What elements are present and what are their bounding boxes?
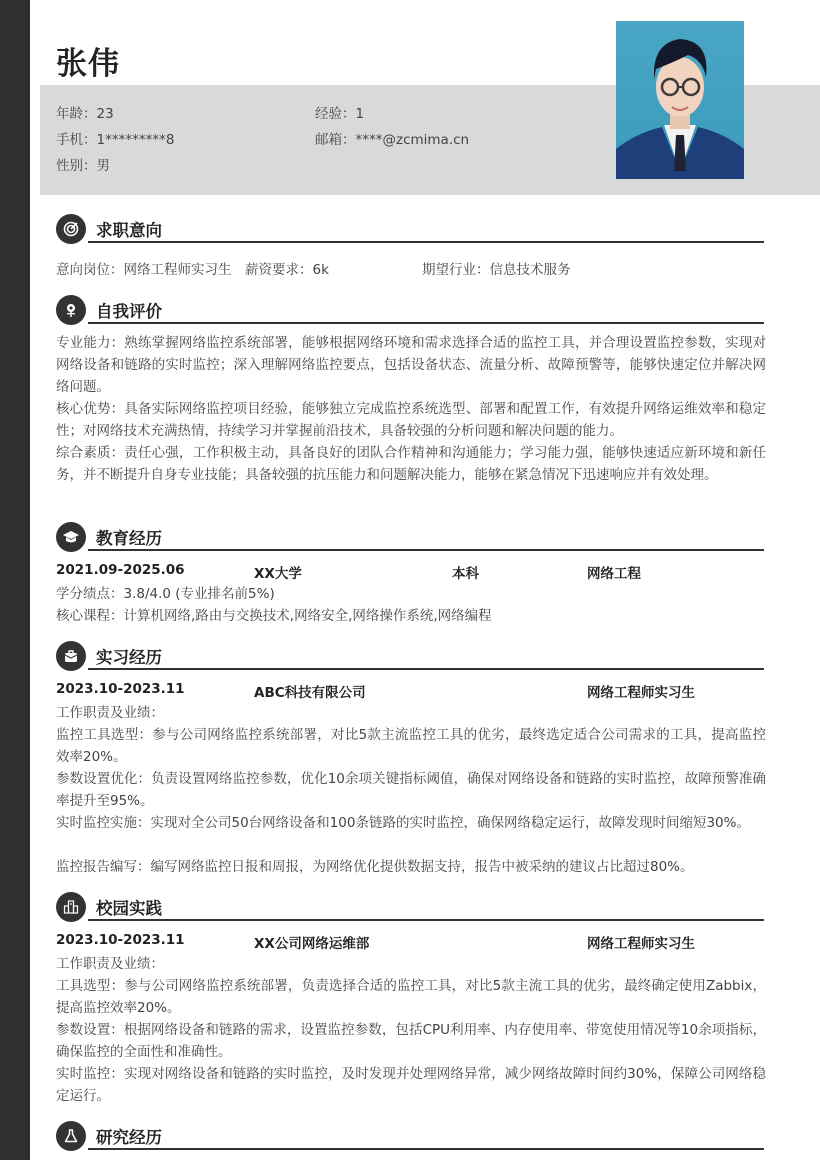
section-divider xyxy=(88,322,764,324)
internship-item: 实时监控实施：实现对全公司50台网络设备和100条链路的实时监控，确保网络稳定运行，故障发现时间缩短30%。 xyxy=(56,815,750,831)
internship-row xyxy=(56,679,764,701)
internship-role: 网络工程师实习生 xyxy=(587,685,695,701)
campus-label: 工作职责及业绩： xyxy=(56,956,164,972)
section-divider xyxy=(88,549,764,551)
briefcase-icon xyxy=(56,641,86,671)
section-title: 校园实践 xyxy=(96,899,162,918)
internship-item: 监控工具选型：参与公司网络监控系统部署，对比5款主流监控工具的优劣，最终选定适合公司需求的工具，提高监控效率20%。 xyxy=(56,727,766,765)
campus-role: 网络工程师实习生 xyxy=(587,936,695,952)
section-self-evaluation xyxy=(56,295,764,325)
intent-industry: 期望行业：信息技术服务 xyxy=(422,262,571,278)
flower-icon xyxy=(56,295,86,325)
section-campus-practice xyxy=(56,892,764,922)
info-experience: 经验：1 xyxy=(315,106,365,122)
intent-salary: 薪资要求：6k xyxy=(245,262,329,278)
candidate-name: 张伟 xyxy=(56,46,120,82)
education-gpa: 学分绩点：3.8/4.0 (专业排名前5%) xyxy=(56,586,275,602)
campus-org: XX公司网络运维部 xyxy=(254,936,370,952)
info-phone: 手机：1*********8 xyxy=(56,132,175,148)
internship-period: 2023.10-2023.11 xyxy=(56,681,185,697)
education-row xyxy=(56,560,764,582)
internship-label: 工作职责及业绩： xyxy=(56,705,164,721)
internship-item: 监控报告编写：编写网络监控日报和周报，为网络优化提供数据支持，报告中被采纳的建议占比超过80%。 xyxy=(56,859,694,875)
self-eval-advantage: 核心优势：具备实际网络监控项目经验，能够独立完成监控系统选型、部署和配置工作，有效提升网络运维效率和稳定性；对网络技术充满热情，持续学习并掌握前沿技术，具备较强的分析问题和解决问题的能力。 xyxy=(56,401,766,439)
internship-company: ABC科技有限公司 xyxy=(254,685,366,701)
section-title: 实习经历 xyxy=(96,648,162,667)
self-eval-quality: 综合素质：责任心强，工作积极主动，具备良好的团队合作精神和沟通能力；学习能力强，能够快速适应新环境和新任务，并不断提升自身专业技能；具备较强的抗压能力和问题解决能力，能够在紧急情况下迅速响应并有效处理。 xyxy=(56,445,766,483)
left-sidebar-bar xyxy=(0,0,30,1160)
profile-photo xyxy=(616,21,744,179)
internship-item: 参数设置优化：负责设置网络监控参数，优化10余项关键指标阈值，确保对网络设备和链路的实时监控，故障预警准确率提升至95%。 xyxy=(56,771,766,809)
info-email: 邮箱：****@zcmima.cn xyxy=(315,132,470,148)
building-icon xyxy=(56,892,86,922)
section-divider xyxy=(88,241,764,243)
flask-icon xyxy=(56,1121,86,1151)
graduation-cap-icon xyxy=(56,522,86,552)
section-internship xyxy=(56,641,764,671)
info-gender: 性别：男 xyxy=(56,158,110,174)
education-courses: 核心课程：计算机网络,路由与交换技术,网络安全,网络操作系统,网络编程 xyxy=(56,608,492,624)
section-title: 研究经历 xyxy=(96,1128,162,1147)
section-title: 求职意向 xyxy=(96,221,162,240)
section-divider xyxy=(88,1148,764,1150)
target-icon xyxy=(56,214,86,244)
self-eval-professional: 专业能力：熟练掌握网络监控系统部署，能够根据网络环境和需求选择合适的监控工具，并合理设置监控参数，实现对网络设备和链路的实时监控；深入理解网络监控要点，包括设备状态、流量分析、故障预警等，能够快速定位并解决网络问题。 xyxy=(56,335,766,395)
campus-item: 工具选型：参与公司网络监控系统部署，负责选择合适的监控工具，对比5款主流工具的优劣，最终确定使用Zabbix，提高监控效率20%。 xyxy=(56,978,766,1016)
section-title: 教育经历 xyxy=(96,529,162,548)
section-job-intent xyxy=(56,214,764,244)
section-divider xyxy=(88,919,764,921)
section-research xyxy=(56,1121,764,1151)
education-degree: 本科 xyxy=(452,566,479,582)
campus-period: 2023.10-2023.11 xyxy=(56,932,185,948)
info-age: 年龄：23 xyxy=(56,106,114,122)
education-school: XX大学 xyxy=(254,566,302,582)
education-major: 网络工程 xyxy=(587,566,641,582)
campus-item: 实时监控：实现对网络设备和链路的实时监控，及时发现并处理网络异常，减少网络故障时间约30%，保障公司网络稳定运行。 xyxy=(56,1066,766,1104)
campus-row xyxy=(56,930,764,952)
section-divider xyxy=(88,668,764,670)
intent-position: 意向岗位：网络工程师实习生 xyxy=(56,262,232,278)
section-education xyxy=(56,522,764,552)
section-title: 自我评价 xyxy=(96,302,162,321)
education-period: 2021.09-2025.06 xyxy=(56,562,185,578)
campus-item: 参数设置：根据网络设备和链路的需求，设置监控参数，包括CPU利用率、内存使用率、带宽使用情况等10余项指标，确保监控的全面性和准确性。 xyxy=(56,1022,766,1060)
